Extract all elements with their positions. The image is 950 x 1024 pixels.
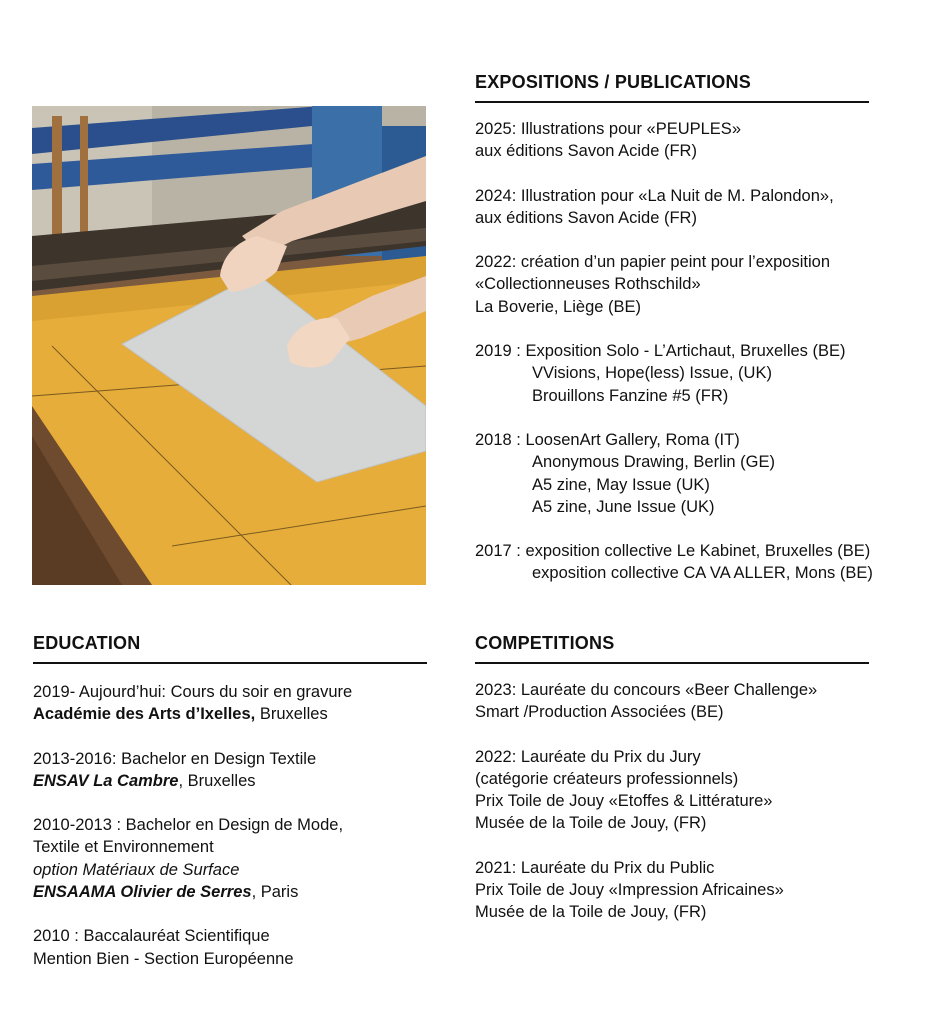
entry-line: 2021: Lauréate du Prix du Public [475, 858, 715, 877]
entry-line: 2010-2013 : Bachelor en Design de Mode, [33, 816, 344, 835]
entry-line: 2010 : Baccalauréat Scientifique [33, 927, 270, 946]
exposition-entry-2024 [475, 185, 873, 230]
exposition-entry-2025 [475, 118, 873, 163]
competitions-title: COMPETITIONS [475, 633, 869, 664]
entry-line: Anonymous Drawing, Berlin (GE) [532, 453, 776, 472]
exposition-entry-2022 [475, 251, 873, 318]
exposition-entry-2019 [475, 340, 873, 407]
entry-line: Textile et Environnement [33, 838, 214, 857]
entry-line: 2019- Aujourd’hui: Cours du soir en gravure [33, 683, 353, 701]
entry-line: A5 zine, June Issue (UK) [532, 497, 715, 516]
school-name: ENSAV La Cambre [33, 771, 179, 790]
exposition-entry-2017 [475, 540, 873, 585]
expositions-list [475, 118, 873, 585]
entry-line: La Boverie, Liège (BE) [475, 297, 642, 316]
competition-entry-2021 [475, 857, 817, 924]
entry-line: Brouillons Fanzine #5 (FR) [532, 386, 729, 405]
entry-line: A5 zine, May Issue (UK) [532, 475, 710, 494]
entry-line: 2025: Illustrations pour «PEUPLES» [475, 120, 741, 138]
education-entry-ixelles [33, 681, 352, 726]
entry-line: Musée de la Toile de Jouy, (FR) [475, 903, 707, 922]
expositions-title: EXPOSITIONS / PUBLICATIONS [475, 72, 869, 103]
entry-line: VVisions, Hope(less) Issue, (UK) [532, 364, 772, 383]
exposition-entry-2018 [475, 429, 873, 518]
entry-line: 2022: création d’un papier peint pour l’exposition [475, 253, 830, 272]
entry-line: Smart /Production Associées (BE) [475, 703, 724, 722]
education-entry-ensaama [33, 814, 352, 903]
entry-line: 2013-2016: Bachelor en Design Textile [33, 749, 317, 768]
entry-line: 2017 : exposition collective Le Kabinet, Bruxelles (BE) [475, 542, 871, 561]
entry-line: Mention Bien - Section Européenne [33, 949, 294, 968]
entry-line: 2023: Lauréate du concours «Beer Challenge» [475, 681, 818, 699]
entry-line: 2019 : Exposition Solo - L’Artichaut, Bruxelles (BE) [475, 342, 846, 361]
entry-line: Musée de la Toile de Jouy, (FR) [475, 814, 707, 833]
option-line: option Matériaux de Surface [33, 860, 240, 879]
education-list [33, 681, 352, 970]
entry-line [33, 770, 352, 792]
printmaking-press-photo [32, 106, 426, 585]
entry-line: Prix Toile de Jouy «Etoffes & Littérature» [475, 792, 773, 811]
education-title: EDUCATION [33, 633, 427, 664]
school-name: Académie des Arts d’Ixelles, [33, 705, 256, 724]
entry-line [33, 703, 352, 725]
press-illustration [32, 106, 426, 585]
school-name: ENSAAMA Olivier de Serres [33, 883, 252, 902]
school-city: , Bruxelles [178, 771, 256, 790]
competition-entry-2022 [475, 746, 817, 835]
entry-line: Prix Toile de Jouy «Impression Africaines» [475, 881, 784, 900]
education-entry-bac [33, 925, 352, 970]
entry-line: (catégorie créateurs professionnels) [475, 769, 739, 788]
entry-line: exposition collective CA VA ALLER, Mons (BE) [532, 564, 873, 583]
school-city: Bruxelles [255, 705, 328, 724]
competitions-list [475, 679, 817, 924]
school-city: , Paris [251, 883, 299, 902]
entry-line: 2022: Lauréate du Prix du Jury [475, 747, 701, 766]
entry-line: 2018 : LoosenArt Gallery, Roma (IT) [475, 430, 740, 449]
entry-line: 2024: Illustration pour «La Nuit de M. Palondon», [475, 186, 834, 205]
entry-line [33, 881, 352, 903]
entry-line: «Collectionneuses Rothschild» [475, 275, 701, 294]
competition-entry-2023 [475, 679, 817, 724]
entry-line: aux éditions Savon Acide (FR) [475, 142, 697, 161]
education-entry-lacambre [33, 748, 352, 793]
entry-line: aux éditions Savon Acide (FR) [475, 208, 697, 227]
